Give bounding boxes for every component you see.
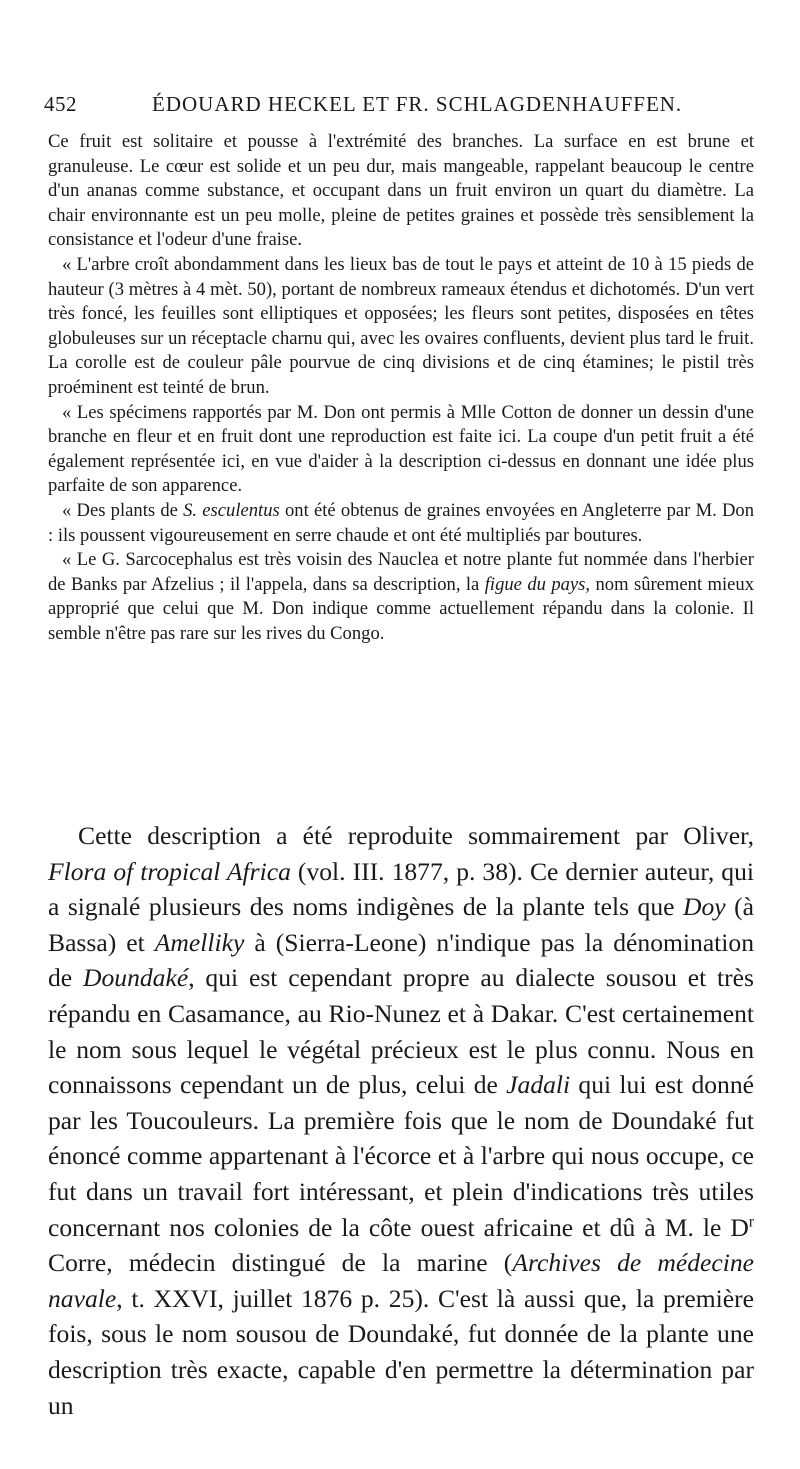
quote-paragraph-4	[48, 499, 754, 548]
name-doundake: Doundaké	[83, 963, 189, 993]
name-jadali: Jadali	[506, 1070, 571, 1100]
archives-title: Archives de médecine navale	[48, 1248, 755, 1313]
page-header	[44, 92, 754, 122]
body-s6: qui lui est donné par les Toucouleurs. La première fois que le nom de Doundaké fut énoncé comme appartenant à l'écorce et à l'arbre qui nous occupe, ce fut dans un travail fort intéressant, et plein d'indications très utiles concernant nos colonies de la côte ouest africaine et dû à M. le D	[48, 1070, 754, 1242]
body-s7: Corre, médecin distingué de la marine (	[48, 1248, 513, 1278]
body-s4: à (Sierra-Leone) n'indique pas la dénomination de	[48, 927, 754, 993]
body-s1: Cette description a été reproduite sommairement par Oliver,	[78, 821, 754, 850]
quote-paragraph-1: Ce fruit est solitaire et pousse à l'extrémité des branches. La surface en est brune et granuleuse. Le cœur est solide et un peu dur, mais mangeable, rappelant beaucoup le centre d'un ananas comme substance, et occupant dans un fruit environ un quart du diamètre. La chair environnante est un peu molle, pleine de petites graines et possède très sensiblement la consistance et l'odeur d'une fraise.	[48, 131, 754, 251]
doctor-superscript: r	[748, 1213, 754, 1230]
quote-paragraph-3: « Les spécimens rapportés par M. Don ont permis à Mlle Cotton de donner un dessin d'une branche en fleur et en fruit dont une reproduction est faite ici. La coupe d'un petit fruit a été également représentée ici, en vue d'aider à la description ci-dessus en donnant une idée plus parfaite de son apparence.	[48, 401, 754, 497]
name-doy: Doy	[682, 892, 726, 922]
quote-paragraph-2: « L'arbre croît abondamment dans les lieux bas de tout le pays et atteint de 10 à 15 pieds de hauteur (3 mètres à 4 mèt. 50), portant de nombreux rameaux étendus et dichotomés. D'un vert très foncé, les feuilles sont elliptiques et opposées; les fleurs sont petites, disposées en têtes globuleuses sur un réceptacle charnu qui, avec les ovaires confluents, devient plus tard le fruit. La corolle est de couleur pâle pourvue de cinq divisions et de cinq étamines; le pistil très proéminent est teinté de brun.	[48, 253, 754, 398]
page-number: 452	[44, 92, 77, 116]
quote-paragraph-5	[48, 548, 754, 646]
body-s2: (vol. III. 1877, p. 38). Ce dernier auteur, qui a signalé plusieurs des noms indigènes de la plante tels que	[48, 856, 754, 922]
quote-p4-end: ont été obtenus de graines envoyées en Angleterre par M. Don : ils poussent vigoureusement en serre chaude et ont été multipliés par boutures.	[48, 499, 755, 546]
local-name-figue: figue du pays	[484, 573, 586, 595]
body-paragraph	[48, 818, 754, 1423]
body-s3: (à Bassa) et	[48, 892, 754, 957]
body-s8: , t. XXVI, juillet 1876 p. 25). C'est là aussi que, la première fois, sous le nom sousou de Doundaké, fut donnée de la plante une description très exacte, capable d'en permettre la détermination par un	[48, 1283, 754, 1420]
species-name: S. esculentus	[183, 499, 280, 521]
quote-p4-start: « Des plants de	[62, 499, 184, 521]
name-amelliky: Amelliky	[154, 927, 245, 957]
main-body	[48, 818, 754, 1423]
quote-p5-end: , nom sûrement mieux approprié que celui que M. Don indique comme actuellement répandu dans la colonie. Il semble n'être pas rare sur les rives du Congo.	[48, 573, 754, 644]
flora-title: Flora of tropical Africa	[48, 856, 291, 886]
quoted-description	[48, 130, 754, 646]
quote-p5-start: « Le G. Sarcocephalus est très voisin des Nauclea et notre plante fut nommée dans l'herbier de Banks par Afzelius ; il l'appela, dans sa description, la	[48, 549, 754, 595]
running-title: ÉDOUARD HECKEL ET FR. SCHLAGDENHAUFFEN.	[152, 92, 683, 116]
body-s5: , qui est cependant propre au dialecte sousou et très répandu en Casamance, au Rio-Nunez et à Dakar. C'est certainement le nom sous lequel le végétal précieux est le plus connu. Nous en connaissons cependant un de plus, celui de	[48, 963, 754, 1100]
